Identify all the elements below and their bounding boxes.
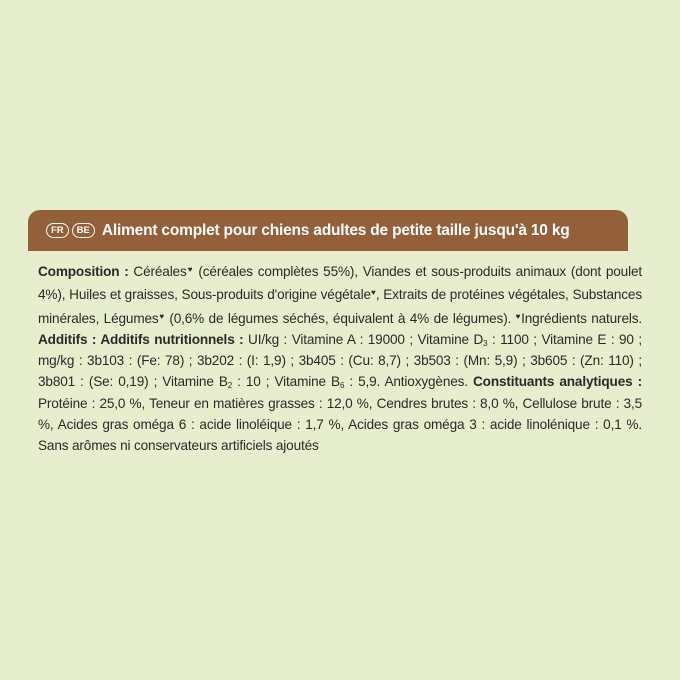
additifs-text-4: : 5,9. Antioxygènes.: [344, 374, 474, 390]
ingredients-text: [38, 259, 642, 457]
heart-icon: ♥: [370, 288, 376, 298]
composition-text-1: Céréales: [128, 264, 187, 279]
subscript: 3: [483, 338, 488, 348]
constituants-text: Protéine : 25,0 %, Teneur en matières grasses : 12,0 %, Cendres brutes : 8,0 %, Cellulose brute : 3,5 %, Acides gras oméga 6 : acide linoléique : 1,7 %, Acides gras oméga 3 : acide linolénique : 0,1 %. Sans arômes ni conservateurs artificiels ajoutés: [38, 395, 642, 454]
heart-icon: ♥: [186, 265, 194, 274]
composition-text-4: (0,6% de légumes séchés, équivalent à 4% de légumes).: [164, 310, 516, 326]
heart-icon: ♥: [158, 311, 165, 321]
composition-text-3: , Extraits de protéines végétales, Substances minérales, Légumes: [38, 287, 642, 326]
product-banner: [28, 210, 628, 251]
subscript: 6: [339, 381, 345, 391]
additifs-text-2: : 1100 ; Vitamine E : 90 ; mg/kg : 3b103 : (Fe: 78) ; 3b202 : (I: 1,9) ; 3b405 : (Cu: 8,7) ; 3b503 : (Mn: 5,9) ; 3b605 : (Zn: 110) ; 3b801 : (Se: 0,19) ; Vitamine B: [38, 331, 642, 390]
natural-ingredients-note: Ingrédients naturels.: [521, 310, 642, 326]
additifs-label: Additifs : Additifs nutritionnels :: [38, 331, 244, 347]
composition-label: Composition :: [38, 264, 129, 279]
additifs-text-3: : 10 ; Vitamine B: [232, 374, 340, 390]
additifs-text-1: UI/kg : Vitamine A : 19000 ; Vitamine D: [243, 331, 484, 347]
subscript: 2: [227, 381, 233, 391]
country-badge-fr: FR: [46, 223, 69, 238]
product-title: Aliment complet pour chiens adultes de petite taille jusqu'à 10 kg: [101, 221, 570, 239]
composition-text-2: (céréales complètes 55%), Viandes et sous-produits animaux (dont poulet 4%), Huiles et graisses, Sous-produits d'origine végétale: [38, 264, 642, 303]
country-badge-be: BE: [72, 223, 95, 238]
heart-icon: ♥: [515, 311, 522, 321]
constituants-label: Constituants analytiques :: [473, 374, 642, 390]
